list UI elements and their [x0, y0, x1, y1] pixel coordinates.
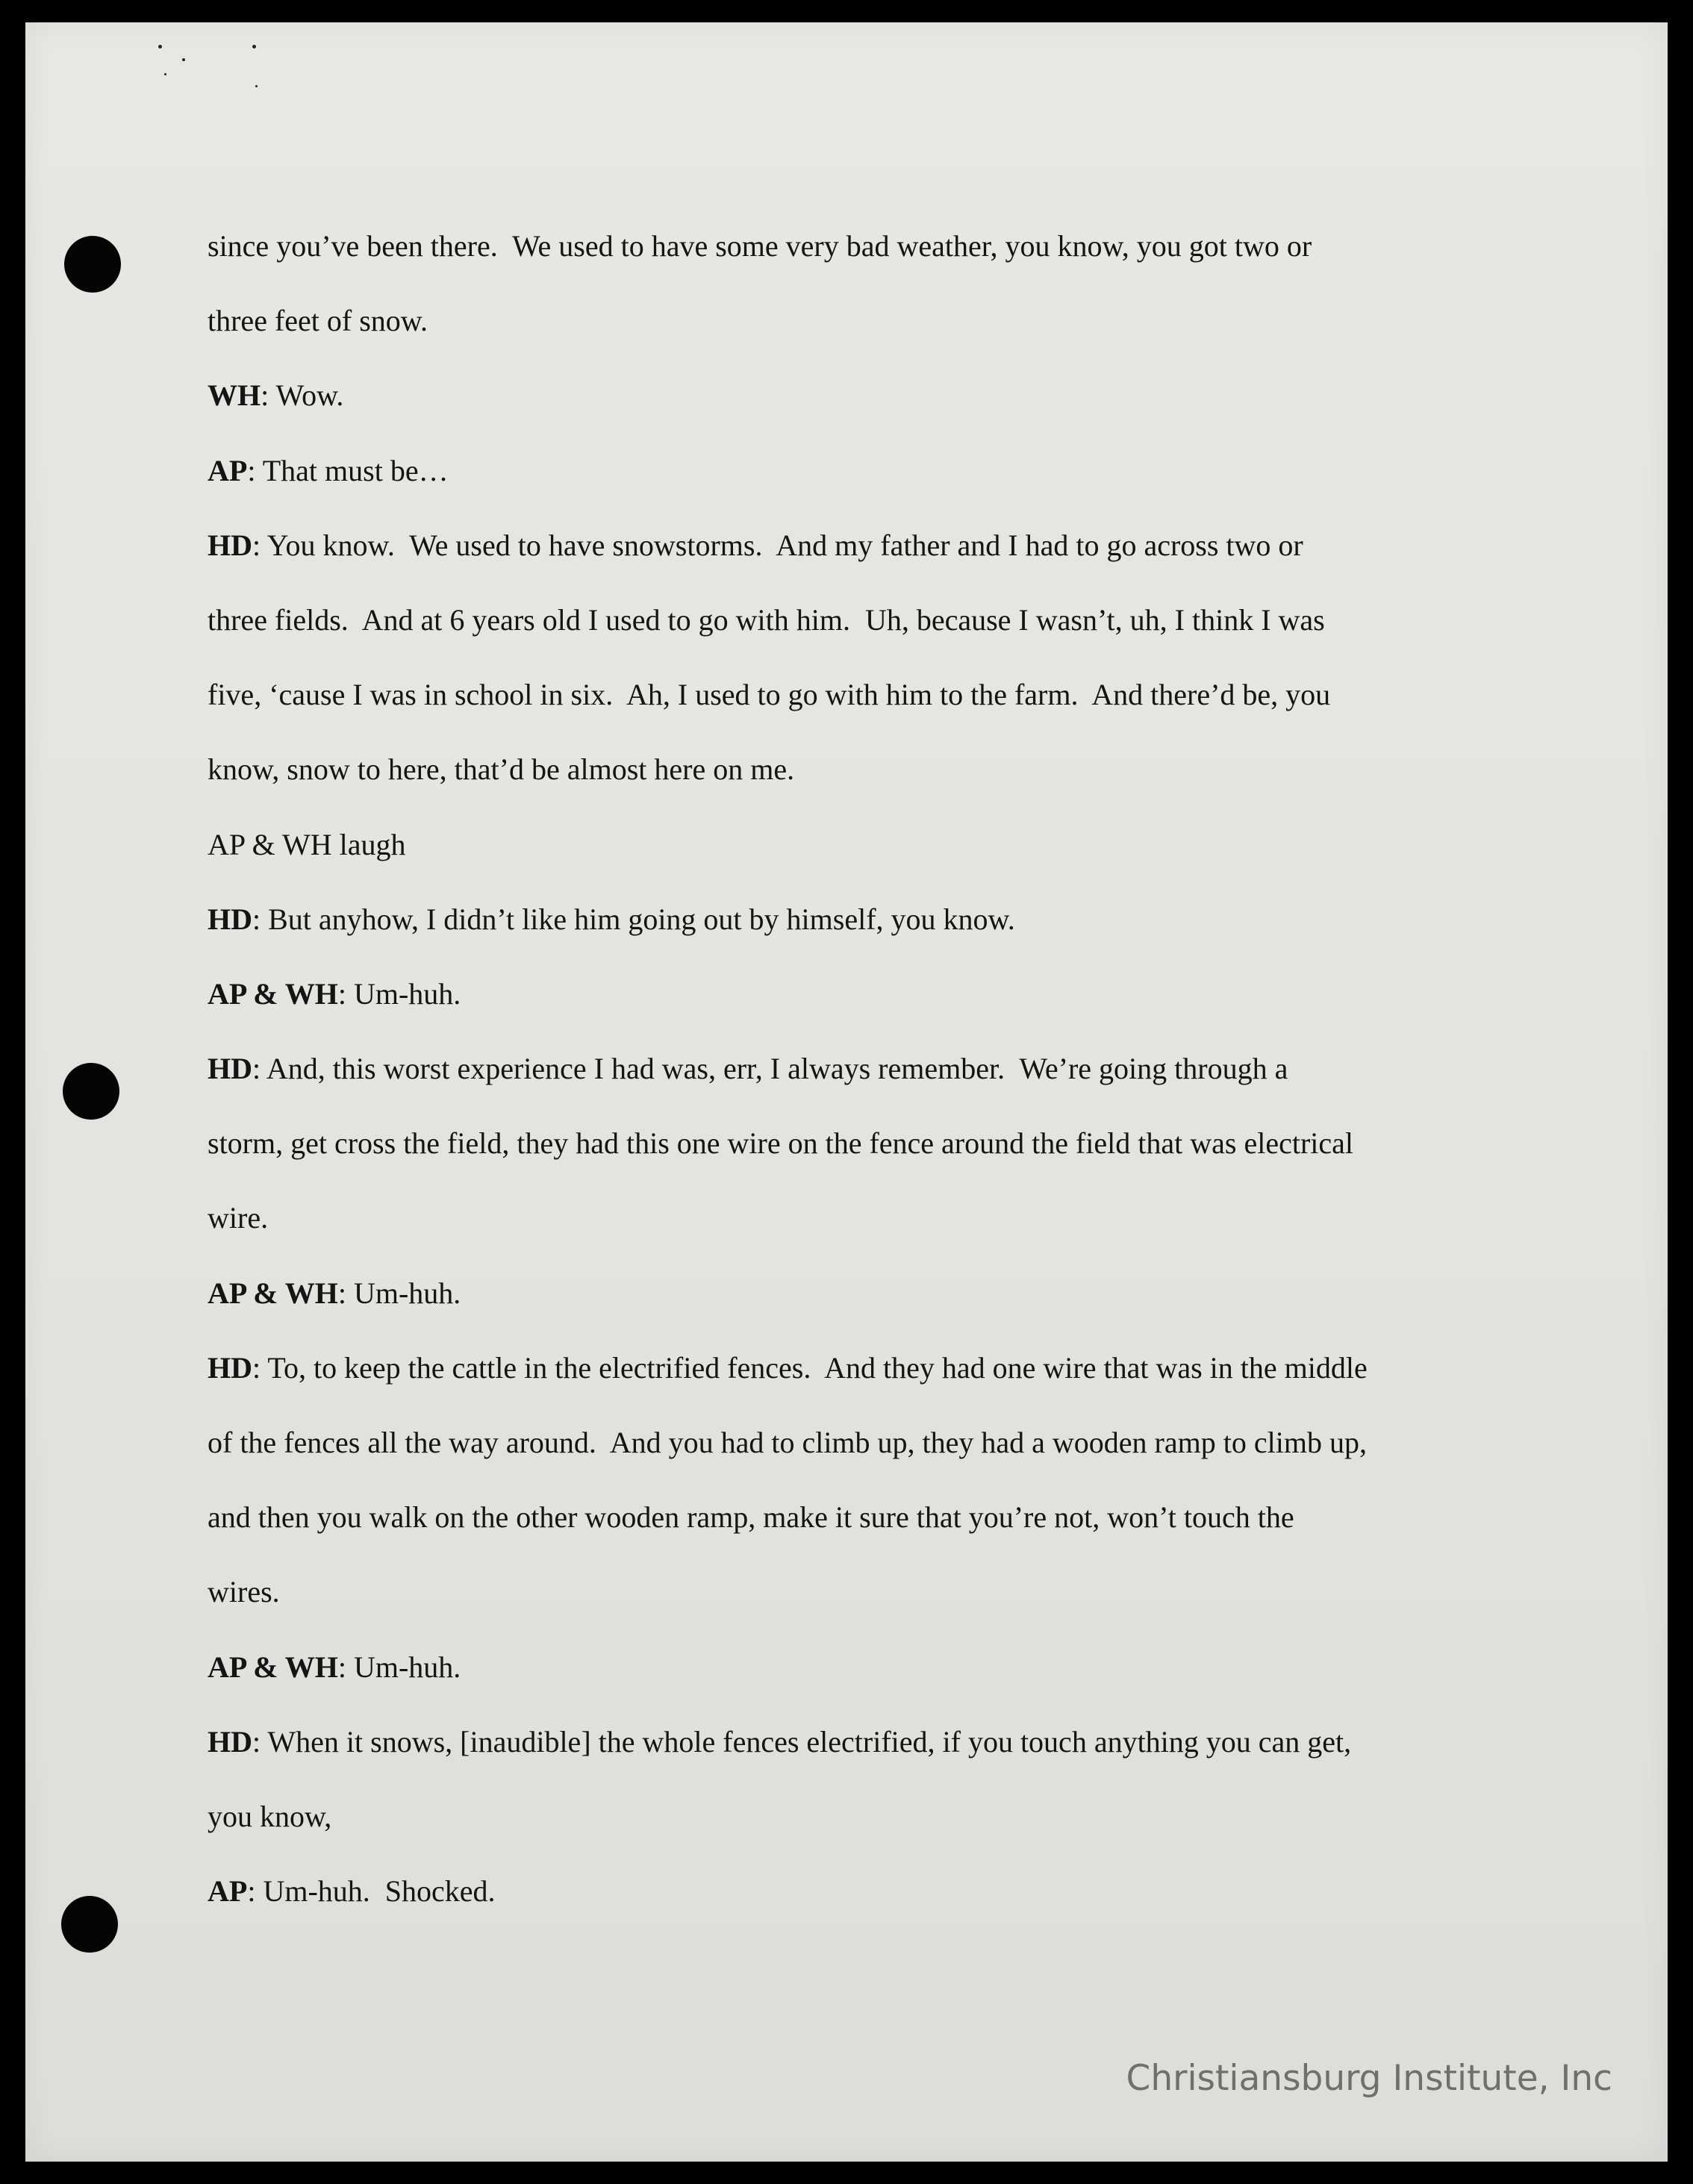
speaker-label: HD [208, 902, 252, 936]
line-text: Um-huh. Shocked. [263, 1874, 496, 1909]
watermark: Christiansburg Institute, Inc [1126, 2058, 1612, 2099]
speaker-separator: : [252, 902, 269, 936]
line-text: Um-huh. [353, 1650, 461, 1684]
transcript-line [208, 434, 1521, 508]
line-text: Um-huh. [353, 976, 461, 1011]
scan-speck [182, 58, 185, 61]
line-text: That must be… [262, 453, 449, 487]
punch-hole-bottom [61, 1896, 118, 1953]
line-text: And, this worst experience I had was, err, I always remember. We’re going through a [266, 1052, 1288, 1086]
transcript-line [208, 808, 1521, 882]
scan-speck [255, 85, 258, 87]
transcript-line [208, 209, 1521, 284]
speaker-separator: : [247, 453, 263, 487]
line-text: You know. We used to have snowstorms. And my father and I had to go across two or [266, 528, 1303, 562]
speaker-label: AP [208, 453, 248, 487]
line-text: When it snows, [inaudible] the whole fences electrified, if you touch anything you can get, [267, 1724, 1352, 1759]
line-text: storm, get cross the field, they had this one wire on the fence around the field that was electrical [208, 1126, 1354, 1161]
transcript-line [208, 1779, 1521, 1854]
speaker-separator: : [252, 1350, 268, 1385]
transcript-line [208, 1032, 1521, 1106]
transcript-line [208, 358, 1521, 433]
speaker-separator: : [261, 378, 276, 413]
line-text: wires. [208, 1575, 280, 1609]
transcript-line [208, 1480, 1521, 1555]
transcript-line [208, 1181, 1521, 1255]
line-text: since you’ve been there. We used to have some very bad weather, you know, you got two or [208, 229, 1312, 263]
transcript-line [208, 1555, 1521, 1629]
scanned-page [25, 22, 1668, 2162]
speaker-label: HD [208, 528, 252, 562]
line-text: know, snow to here, that’d be almost here on me. [208, 752, 795, 787]
transcript-line [208, 284, 1521, 358]
speaker-separator: : [247, 1874, 264, 1909]
speaker-label: AP & WH [208, 1276, 338, 1310]
transcript-line [208, 1405, 1521, 1480]
transcript-line [208, 658, 1521, 732]
scan-speck [252, 45, 256, 49]
speaker-label: HD [208, 1350, 252, 1385]
line-text: three feet of snow. [208, 304, 428, 338]
speaker-separator: : [337, 1650, 354, 1684]
line-text: you know, [208, 1799, 332, 1833]
speaker-separator: : [337, 976, 354, 1011]
transcript-line [208, 1331, 1521, 1405]
speaker-separator: : [252, 1724, 268, 1759]
line-text: Um-huh. [353, 1276, 461, 1310]
speaker-separator: : [337, 1276, 354, 1310]
line-text: But anyhow, I didn’t like him going out by himself, you know. [268, 902, 1015, 936]
line-text: To, to keep the cattle in the electrified fences. And they had one wire that was in the middle [267, 1350, 1368, 1385]
speaker-label: AP & WH [208, 1650, 338, 1684]
transcript-body [208, 209, 1521, 1929]
punch-hole-top [64, 236, 121, 293]
speaker-label: HD [208, 1052, 252, 1086]
line-text: of the fences all the way around. And you had to climb up, they had a wooden ramp to climb up, [208, 1426, 1367, 1459]
transcript-line [208, 508, 1521, 583]
line-text: Wow. [275, 378, 344, 413]
speaker-label: AP [208, 1874, 248, 1909]
speaker-separator: : [252, 1052, 266, 1086]
transcript-line [208, 1705, 1521, 1779]
line-text: and then you walk on the other wooden ramp, make it sure that you’re not, won’t touch the [208, 1500, 1294, 1535]
transcript-line [208, 1106, 1521, 1181]
speaker-separator: : [252, 528, 267, 562]
transcript-line [208, 1630, 1521, 1705]
speaker-label: WH [208, 378, 261, 413]
scan-speck [164, 73, 166, 75]
transcript-line [208, 882, 1521, 957]
speaker-label: HD [208, 1724, 252, 1759]
speaker-label: AP & WH [208, 976, 338, 1011]
line-text: five, ‘cause I was in school in six. Ah, I used to go with him to the farm. And there’d be, you [208, 678, 1331, 712]
punch-hole-middle [63, 1063, 119, 1120]
transcript-line [208, 957, 1521, 1032]
line-text: wire. [208, 1201, 269, 1235]
transcript-line [208, 732, 1521, 807]
transcript-line [208, 1256, 1521, 1331]
line-text: three fields. And at 6 years old I used to go with him. Uh, because I wasn’t, uh, I think I was [208, 602, 1325, 637]
line-text: AP & WH laugh [208, 827, 406, 861]
scan-speck [158, 45, 162, 49]
transcript-line [208, 1854, 1521, 1929]
transcript-line [208, 583, 1521, 658]
